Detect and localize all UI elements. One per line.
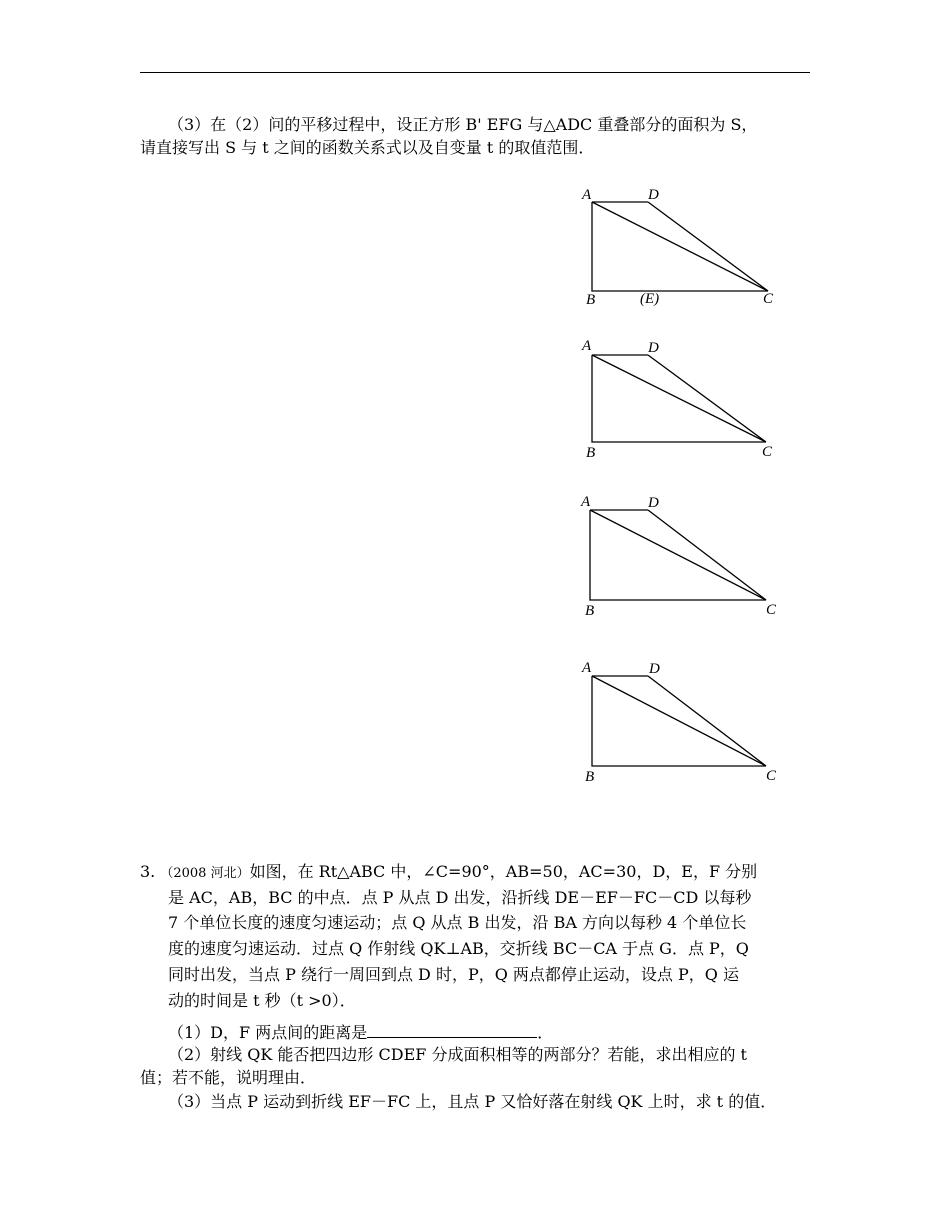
label-A: A xyxy=(581,494,591,510)
trapezoid-figure-3 xyxy=(570,493,790,623)
label-C: C xyxy=(766,602,777,618)
label-E: (E) xyxy=(640,291,660,307)
problem3-line-1: 是 AC，AB，BC 的中点．点 P 从点 D 出发，沿折线 DE－EF－FC－CD 以每秒 xyxy=(168,888,752,907)
trapezoid-figure-2 xyxy=(570,338,790,468)
question-2-line1: （2）射线 QK 能否把四边形 CDEF 分成面积相等的两部分？若能，求出相应的 t xyxy=(168,1045,747,1064)
trapezoid-figure-4 xyxy=(570,659,790,789)
question-1-text: （1）D，F 两点间的距离是 xyxy=(168,1023,368,1042)
question-3: （3）当点 P 运动到折线 EF－FC 上，且点 P 又恰好落在射线 QK 上时，求 t 的值． xyxy=(168,1092,777,1111)
label-B: B xyxy=(585,603,595,619)
trapezoid-figure-1 xyxy=(570,185,790,315)
question-2-line2: 值；若不能，说明理由． xyxy=(140,1068,317,1087)
label-D: D xyxy=(648,495,659,511)
problem3-line-4: 同时出发，当点 P 绕行一周回到点 D 时，P，Q 两点都停止运动，设点 P，Q 运 xyxy=(168,965,739,984)
problem3-line-3: 度的速度匀速运动．过点 Q 作射线 QK⊥AB，交折线 BC－CA 于点 G．点 P，Q xyxy=(168,939,749,958)
label-C: C xyxy=(762,444,773,460)
problem3-first-line xyxy=(140,862,757,884)
label-A: A xyxy=(582,660,592,676)
label-C: C xyxy=(766,768,777,784)
problem3-line-2: 7 个单位长度的速度匀速运动；点 Q 从点 B 出发，沿 BA 方向以每秒 4 个单位长 xyxy=(168,913,747,932)
p2-part3-line2: 请直接写出 S 与 t 之间的函数关系式以及自变量 t 的取值范围． xyxy=(140,138,595,157)
problem3-line-0: 如图，在 Rt△ABC 中，∠C=90°，AB=50，AC=30，D，E，F 分别 xyxy=(249,862,758,881)
answer-blank[interactable] xyxy=(367,1022,537,1038)
problem3-line-5: 动的时间是 t 秒（t >0）． xyxy=(168,991,356,1010)
label-D: D xyxy=(648,340,659,356)
label-C: C xyxy=(763,291,774,307)
label-B: B xyxy=(585,769,595,785)
p2-part3-line1: （3）在（2）问的平移过程中，设正方形 B' EFG 与△ADC 重叠部分的面积为 S， xyxy=(168,115,758,134)
label-D: D xyxy=(649,661,660,677)
question-1 xyxy=(168,1022,553,1043)
label-A: A xyxy=(582,338,592,354)
problem-source: （2008 河北） xyxy=(160,866,250,881)
question-1-end: ． xyxy=(537,1023,554,1042)
header-rule xyxy=(140,72,810,73)
label-D: D xyxy=(648,187,659,203)
label-B: B xyxy=(586,445,596,461)
problem-number: 3. xyxy=(140,862,156,881)
label-A: A xyxy=(582,187,592,203)
label-B: B xyxy=(586,292,596,308)
